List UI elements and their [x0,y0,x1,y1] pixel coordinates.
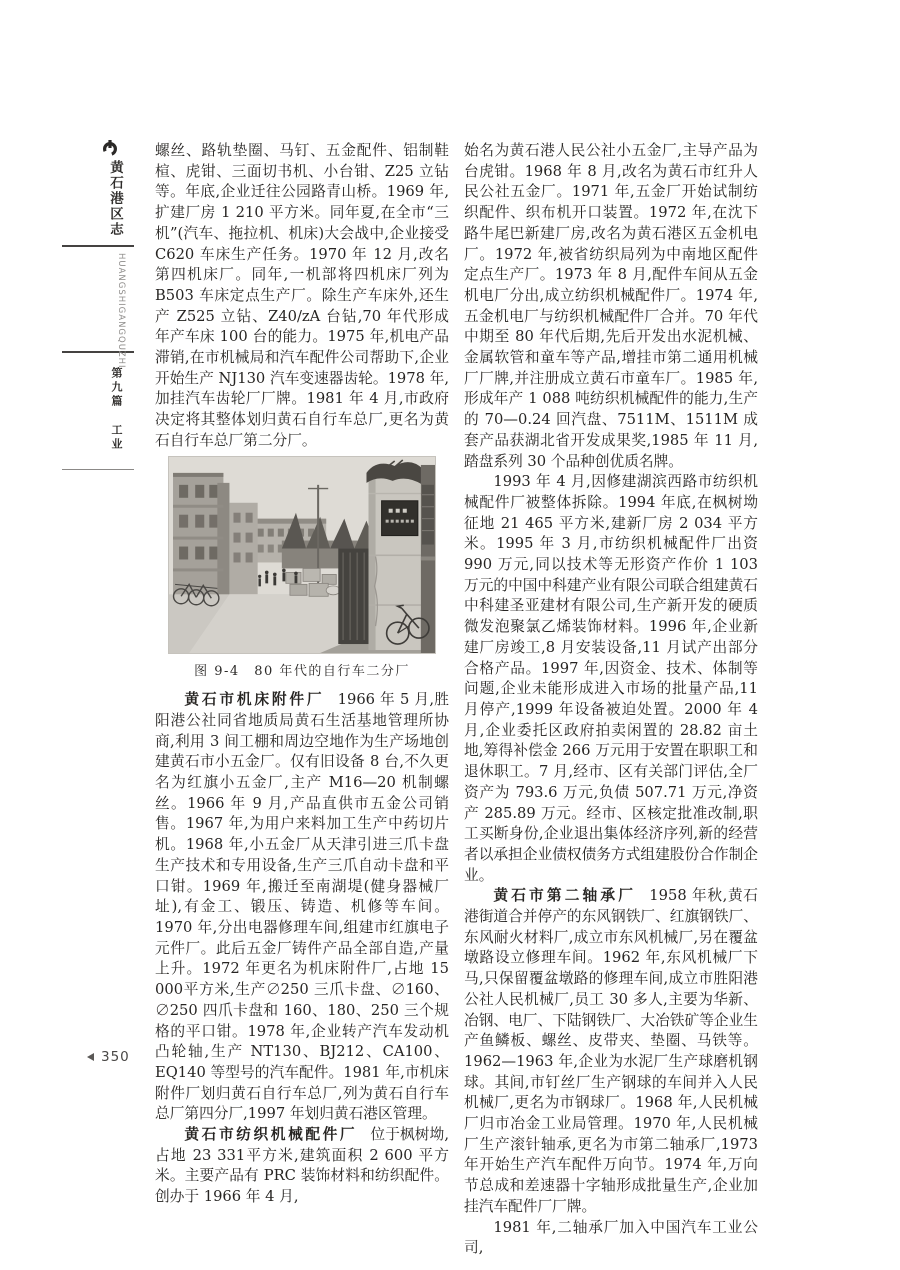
photo-gate-sign [382,500,418,535]
entry-body: 1966 年 5 月,胜阳港公社同省地质局黄石生活基地管理所协商,利用 3 间工棚和周边空地作为生产场地创建黄石市小五金厂。仅有旧设备 8 台,不久更名为红旗小五金厂,主产 M16—20 机制螺丝。1966 年 9 月,产品直供市五金公司销售。1967 年,为用户来料加工生产中药切片机。1968 年,小五金厂从天津引进三爪卡盘生产技术和专用设备,生产三爪自动卡盘和平口钳。1969 年,搬迁至南湖堤(健身器械厂址),有金工、锻压、铸造、机修等车间。1970 年,分出电器修理车间,组建市红旗电子元件厂。此后五金厂铸件产品全部自造,产量上升。1972 年更名为机床附件厂,占地 15 000平方米,生产∅250 三爪卡盘、∅160、∅250 四爪卡盘和 160、180、250 三个规格的平口钳。1978 年,企业转产汽车发动机凸轮轴,生产 NT130、BJ212、CA100、EQ140 等型号的汽车配件。1981 年,市机床附件厂划归黄石自行车总厂,列为黄石自行车总厂第四分厂,1997 年划归黄石港区管理。 [155,691,449,1123]
paragraph-continuation: 螺丝、路轨垫圈、马钉、五金配件、铝制鞋楦、虎钳、三面切书机、小台钳、Z25 立钻等。年底,企业迁往公园路青山桥。1969 年,扩建厂房 1 210 平方米。同年夏,在全市“三机”(汽车、拖拉机、机床)大会战中,企业接受 C620 车床生产任务。1970 年 12 月,改名第四机床厂。同年,一机部将四机床厂列为 B503 车床定点生产厂。除生产车床外,还生产 Z525 立钻、Z40/zA 台钻,70 年代形成年产车床 100 台的能力。1975 年,机电产品滞销,在市机械局和汽车配件公司帮助下,企业开始生产 NJ130 汽车变速器齿轮。1978 年,加挂汽车齿轮厂厂牌。1981 年 4 月,市政府决定将其整体划归黄石自行车总厂,更名为黄石自行车总厂第二分厂。 [155,142,449,449]
part-label: 第九篇 [110,366,123,409]
right-text-column [464,141,758,1259]
entry-body: 1958 年秋,黄石港街道合并停产的东风钢铁厂、红旗钢铁厂、东风耐火材料厂,成立市东风机械厂,另在覆盆墩路设立修理车间。1962 年,东风机械厂下马,只保留覆盆墩路的修理车间,成立市胜阳港公社人民机械厂,员工 30 多人,主要为华新、冶钢、电厂、下陆钢铁厂、大冶铁矿等企业生产鱼鳞板、螺丝、皮带夹、垫圈、马铁等。1962—1963 年,企业为水泥厂生产球磨机钢球。其间,市钉丝厂生产钢球的车间并入人民机械厂,更名为市钢球厂。1968 年,人民机械厂归市冶金工业局管理。1970 年,人民机械厂生产滚针轴承,更名为市第二轴承厂,1973 年开始生产汽车配件万向节。1974 年,万向节总成和差速器十字轴形成批量生产,企业加挂汽车配件厂厂牌。 [464,887,758,1215]
gazetteer-title-vertical: 黄石港区志 [107,160,123,238]
photo-mid-building [229,502,257,598]
entry-heading: 黄石市纺织机械配件厂 [184,1126,358,1144]
paragraph-second-bearing-factory [464,886,758,1217]
figure-9-4 [155,457,449,683]
paragraph-1993-demolition: 1993 年 4 月,因修建湖滨西路市纺织机械配件厂被整体拆除。1994 年底,在枫树坳征地 21 465 平方米,建新厂房 2 034 平方米。1995 年 3 月,市纺织机械配件厂出资 990 万元,同以技术等无形资产作价 1 103 万元的中国中科建产业有限公司联合组建黄石中科建圣亚建材有限公司,生产新开发的硬质微发泡聚氯乙烯装饰材料。1996 年,企业新建厂房竣工,8 月安装设备,11 月试产出部分合格产品。1997 年,因资金、技术、体制等问题,企业未能形成进入市场的批量产品,11 月停产,1999 年设备被迫处置。2000 年 4 月,企业委托区政府拍卖闲置的 28.82 亩土地,筹得补偿金 266 万元用于安置在职职工和退休职工。7 月,经市、区有关部门评估,全厂资产为 793.6 万元,负债 507.71 万元,净资产 285.89 万元。经市、区核定批准改制,职工买断身份,企业退出集体经济序列,新的经营者以承担企业债权债务方式组建股份合作制企业。 [464,473,758,884]
photo-left-building [173,472,229,597]
figure-caption: 图 9-4 80 年代的自行车二分厂 [194,663,410,679]
paragraph-textile-machinery-parts-factory [155,1125,449,1208]
sidebar-divider-bottom [62,469,134,470]
power-mark-logo-icon [102,140,118,156]
entry-heading: 黄石市第二轴承厂 [493,887,637,905]
section-label: 工业 [110,423,123,452]
page-footer [87,1049,130,1065]
paragraph-1981-joined-cnaic: 1981 年,二轴承厂加入中国汽车工业公司, [464,1218,758,1257]
page-number: 350 [101,1049,130,1065]
entry-body: 位于枫树坳,占地 23 331平方米,建筑面积 2 600 平方米。主要产品有 PRC 装饰材料和纺织配件。创办于 1966 年 4 月, [155,1126,449,1206]
photo-gate-leaf [338,548,368,644]
factory-photo [169,457,435,653]
left-text-column [155,141,449,1208]
sidebar [62,140,134,470]
paragraph-machine-tool-parts-factory [155,690,449,1125]
paragraph-continuation: 始名为黄石港人民公社小五金厂,主导产品为台虎钳。1968 年 8 月,改名为黄石市红升人民公社五金厂。1971 年,五金厂开始试制纺织配件、织布机开口装置。1972 年,在沈下路牛尾巴新建厂房,改名为黄石港区五金机电厂。1972 年,被省纺织局列为中南地区配件定点生产厂。1973 年 8 月,配件车间从五金机电厂分出,成立纺织机械配件厂。1974 年,五金机电厂与纺织机械配件厂合并。70 年代中期至 80 年代后期,先后开发出水泥机械、金属软管和童车等产品,增挂市第二通用机械厂厂牌,并注册成立黄石市童车厂。1985 年,形成年产 1 088 吨纺织机械配件的能力,生产的 70—0.24 回汽盘、7511M、1511M 成套产品获湖北省开发成果奖,1985 年 11 月,踏盘系列 30 个品种创优质名牌。 [464,142,758,470]
sidebar-divider-top [62,245,134,247]
entry-heading: 黄石市机床附件厂 [184,691,325,709]
left-triangle-icon [87,1053,94,1061]
gazetteer-pinyin-label: HUANGSHIGANGQUZHI [116,252,126,368]
